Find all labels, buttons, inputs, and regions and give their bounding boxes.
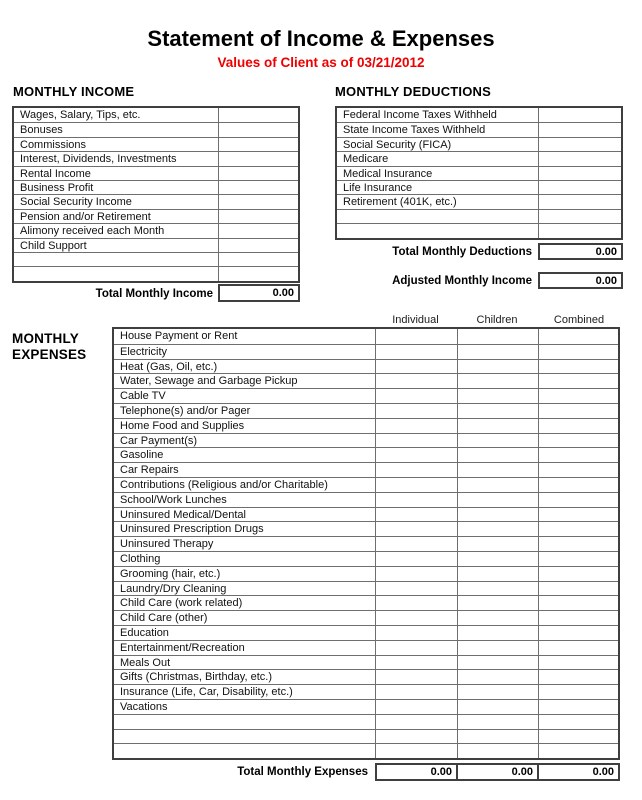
expense-row-amount-cell[interactable] <box>538 582 618 596</box>
total-expenses-combined-value: 0.00 <box>537 765 618 779</box>
expense-row-label: Gasoline <box>120 449 164 462</box>
total-monthly-deductions-value: 0.00 <box>538 243 623 260</box>
expense-row <box>114 447 618 462</box>
expense-row-amount-cell[interactable] <box>457 611 539 625</box>
income-row-label: Social Security Income <box>20 196 132 209</box>
expense-row <box>114 581 618 596</box>
expense-row <box>114 566 618 581</box>
expense-row-amount-cell[interactable] <box>375 419 457 433</box>
expense-row-label: Education <box>120 626 169 639</box>
total-expenses-children-value: 0.00 <box>456 765 537 779</box>
expense-row-amount-cell[interactable] <box>538 345 618 359</box>
expense-row <box>114 684 618 699</box>
expense-row-amount-cell[interactable] <box>457 582 539 596</box>
expense-row-amount-cell[interactable] <box>375 434 457 448</box>
expense-row-amount-cell[interactable] <box>375 552 457 566</box>
expense-row-amount-cell[interactable] <box>457 329 539 344</box>
adjusted-monthly-income-value: 0.00 <box>538 272 623 289</box>
expense-row-label <box>114 715 375 729</box>
total-expenses-individual-value: 0.00 <box>430 766 452 778</box>
expense-row-amount-cell[interactable] <box>457 744 539 758</box>
expense-row-amount-cell[interactable] <box>538 596 618 610</box>
expense-row-amount-cell[interactable] <box>457 374 539 388</box>
expense-row-amount-cell[interactable] <box>375 744 457 758</box>
expense-row-amount-cell[interactable] <box>375 611 457 625</box>
income-row <box>14 238 298 252</box>
expense-row-label: Uninsured Prescription Drugs <box>120 523 264 536</box>
expense-row-amount-cell[interactable] <box>538 685 618 699</box>
expense-row-label: Meals Out <box>120 656 171 669</box>
expense-row-amount-cell[interactable] <box>375 685 457 699</box>
expense-row-label: House Payment or Rent <box>120 330 238 342</box>
expense-row-label: School/Work Lunches <box>120 493 227 506</box>
expense-row-amount-cell[interactable] <box>538 478 618 492</box>
income-row-amount-cell[interactable] <box>218 267 298 280</box>
deduction-row-amount-cell[interactable] <box>538 123 621 136</box>
expense-row-label: Gifts (Christmas, Birthday, etc.) <box>120 671 272 684</box>
income-row-amount-cell[interactable] <box>218 108 298 122</box>
expense-row-amount-cell[interactable] <box>457 389 539 403</box>
expense-row-amount-cell[interactable] <box>375 537 457 551</box>
expense-row-amount-cell[interactable] <box>375 329 457 344</box>
deduction-row-amount-cell[interactable] <box>538 224 621 237</box>
expense-row-amount-cell[interactable] <box>375 463 457 477</box>
deduction-row <box>337 108 621 122</box>
expense-row-amount-cell[interactable] <box>375 730 457 744</box>
expense-row <box>114 521 618 536</box>
income-row-amount-cell[interactable] <box>218 181 298 194</box>
expense-row-amount-cell[interactable] <box>375 670 457 684</box>
deduction-row-amount-cell[interactable] <box>538 138 621 151</box>
expense-row-amount-cell[interactable] <box>375 389 457 403</box>
expense-row-label: Heat (Gas, Oil, etc.) <box>120 360 218 373</box>
deduction-row <box>337 180 621 194</box>
total-monthly-income-value: 0.00 <box>218 284 300 302</box>
expense-row-amount-cell[interactable] <box>538 404 618 418</box>
expense-row <box>114 388 618 403</box>
expense-row-amount-cell[interactable] <box>538 434 618 448</box>
income-row-label: Bonuses <box>20 124 63 137</box>
deduction-row-label <box>337 224 538 237</box>
deduction-row-amount-cell[interactable] <box>538 152 621 165</box>
expense-row-amount-cell[interactable] <box>457 641 539 655</box>
monthly-deductions-table <box>335 106 623 240</box>
expense-row-amount-cell[interactable] <box>538 522 618 536</box>
expense-row-label: Car Repairs <box>120 464 179 477</box>
expense-row-amount-cell[interactable] <box>375 700 457 714</box>
deduction-row <box>337 122 621 136</box>
expense-row-amount-cell[interactable] <box>538 611 618 625</box>
expense-row-amount-cell[interactable] <box>538 360 618 374</box>
deduction-row-amount-cell[interactable] <box>538 108 621 122</box>
column-header-individual: Individual <box>392 314 439 326</box>
expense-row-amount-cell[interactable] <box>538 552 618 566</box>
expense-row-amount-cell[interactable] <box>375 596 457 610</box>
expense-row-amount-cell[interactable] <box>457 522 539 536</box>
monthly-expenses-heading: MONTHLY EXPENSES <box>12 331 87 362</box>
expense-row-label: Laundry/Dry Cleaning <box>120 582 227 595</box>
expense-row-amount-cell[interactable] <box>457 493 539 507</box>
expense-row-amount-cell[interactable] <box>457 508 539 522</box>
expense-row-amount-cell[interactable] <box>538 700 618 714</box>
deduction-row-amount-cell[interactable] <box>538 210 621 223</box>
income-row-amount-cell[interactable] <box>218 210 298 223</box>
expense-row <box>114 477 618 492</box>
deduction-row <box>337 209 621 223</box>
expense-row <box>114 536 618 551</box>
column-header-combined: Combined <box>553 314 605 326</box>
adjusted-monthly-income-label: Adjusted Monthly Income <box>392 275 532 287</box>
expense-row-amount-cell[interactable] <box>538 374 618 388</box>
expense-row-amount-cell[interactable] <box>457 360 539 374</box>
expense-row-amount-cell[interactable] <box>538 508 618 522</box>
expense-row <box>114 551 618 566</box>
page-title: Statement of Income & Expenses <box>147 26 495 51</box>
income-row <box>14 166 298 180</box>
deduction-row <box>337 194 621 208</box>
expense-row-amount-cell[interactable] <box>457 685 539 699</box>
deduction-row-label: Medicare <box>343 153 389 166</box>
expense-row-amount-cell[interactable] <box>457 478 539 492</box>
expense-row-amount-cell[interactable] <box>538 537 618 551</box>
income-row-amount-cell[interactable] <box>218 167 298 180</box>
expense-row-label: Vacations <box>120 700 168 713</box>
expense-row-amount-cell[interactable] <box>375 641 457 655</box>
income-row-amount-cell[interactable] <box>218 224 298 237</box>
expense-row <box>114 403 618 418</box>
income-row <box>14 266 298 280</box>
income-row <box>14 122 298 136</box>
expense-row-amount-cell[interactable] <box>375 374 457 388</box>
income-row <box>14 180 298 194</box>
expense-row-amount-cell[interactable] <box>375 522 457 536</box>
expense-row-amount-cell[interactable] <box>538 730 618 744</box>
expense-row <box>114 669 618 684</box>
expense-row-amount-cell[interactable] <box>375 656 457 670</box>
expense-row-amount-cell[interactable] <box>538 670 618 684</box>
expense-row-amount-cell[interactable] <box>457 567 539 581</box>
deduction-row-label: Social Security (FICA) <box>343 138 452 151</box>
expenses-column-headers <box>375 314 620 326</box>
expense-row-amount-cell[interactable] <box>375 715 457 729</box>
expense-row-label: Clothing <box>120 552 161 565</box>
expense-row-amount-cell[interactable] <box>457 404 539 418</box>
expense-row <box>114 329 618 344</box>
expense-row-amount-cell[interactable] <box>375 360 457 374</box>
expense-row <box>114 610 618 625</box>
income-row <box>14 151 298 165</box>
income-row <box>14 252 298 266</box>
expense-row <box>114 344 618 359</box>
deduction-row <box>337 151 621 165</box>
expense-row-amount-cell[interactable] <box>375 508 457 522</box>
monthly-income-heading: MONTHLY INCOME <box>13 84 135 99</box>
expense-row-amount-cell[interactable] <box>538 567 618 581</box>
expense-row-amount-cell[interactable] <box>457 700 539 714</box>
expense-row-amount-cell[interactable] <box>457 656 539 670</box>
deduction-row-label: Retirement (401K, etc.) <box>343 196 457 209</box>
income-row-label <box>14 267 218 280</box>
expense-row <box>114 625 618 640</box>
expense-row <box>114 462 618 477</box>
expense-row-amount-cell[interactable] <box>538 641 618 655</box>
income-row-label <box>14 253 218 266</box>
expense-row-label: Insurance (Life, Car, Disability, etc.) <box>120 686 293 699</box>
total-monthly-expenses-label: Total Monthly Expenses <box>237 766 368 778</box>
monthly-deductions-heading: MONTHLY DEDUCTIONS <box>335 84 492 99</box>
expense-row-amount-cell[interactable] <box>538 493 618 507</box>
expense-row-label: Uninsured Therapy <box>120 538 214 551</box>
deduction-row-amount-cell[interactable] <box>538 195 621 208</box>
expense-row-label: Water, Sewage and Garbage Pickup <box>120 375 298 388</box>
income-row <box>14 223 298 237</box>
expense-row-label <box>114 744 375 758</box>
expense-row-amount-cell[interactable] <box>457 730 539 744</box>
income-row-amount-cell[interactable] <box>218 253 298 266</box>
expense-row-label: Car Payment(s) <box>120 434 198 447</box>
expense-row <box>114 359 618 374</box>
income-row <box>14 209 298 223</box>
income-row-amount-cell[interactable] <box>218 239 298 252</box>
expense-row <box>114 507 618 522</box>
deduction-row <box>337 166 621 180</box>
total-monthly-deductions-label: Total Monthly Deductions <box>392 246 532 258</box>
deduction-row <box>337 223 621 237</box>
expense-row <box>114 655 618 670</box>
income-row-label: Child Support <box>20 239 87 252</box>
expense-row-amount-cell[interactable] <box>457 419 539 433</box>
expense-row <box>114 373 618 388</box>
page-subtitle: Values of Client as of 03/21/2012 <box>217 55 425 70</box>
expense-row-amount-cell[interactable] <box>375 582 457 596</box>
income-row <box>14 137 298 151</box>
deduction-row-label: State Income Taxes Withheld <box>343 124 486 137</box>
expense-row <box>114 433 618 448</box>
expense-row <box>114 640 618 655</box>
expense-row-label: Cable TV <box>120 390 166 403</box>
deduction-row-amount-cell[interactable] <box>538 167 621 180</box>
income-row-label: Interest, Dividends, Investments <box>20 153 177 166</box>
expense-row-amount-cell[interactable] <box>375 567 457 581</box>
deduction-row-label: Federal Income Taxes Withheld <box>343 109 497 121</box>
expense-row-amount-cell[interactable] <box>538 389 618 403</box>
expense-row <box>114 595 618 610</box>
expense-row-amount-cell[interactable] <box>457 537 539 551</box>
income-row <box>14 108 298 122</box>
expense-row-amount-cell[interactable] <box>538 419 618 433</box>
expense-row-amount-cell[interactable] <box>538 463 618 477</box>
expense-row-amount-cell[interactable] <box>457 596 539 610</box>
total-monthly-expenses-row <box>375 763 620 781</box>
expense-row-amount-cell[interactable] <box>457 670 539 684</box>
expense-row-label: Telephone(s) and/or Pager <box>120 404 251 417</box>
expense-row-label: Home Food and Supplies <box>120 419 245 432</box>
expense-row-label: Child Care (other) <box>120 612 208 625</box>
expense-row <box>114 743 618 758</box>
income-row-amount-cell[interactable] <box>218 195 298 208</box>
deduction-row-label: Medical Insurance <box>343 167 433 180</box>
expense-row-amount-cell[interactable] <box>538 626 618 640</box>
deduction-row-amount-cell[interactable] <box>538 181 621 194</box>
income-row <box>14 194 298 208</box>
income-row-label: Rental Income <box>20 167 91 180</box>
expense-row <box>114 714 618 729</box>
deduction-row <box>337 137 621 151</box>
income-row-label: Business Profit <box>20 181 94 194</box>
expense-row-label: Grooming (hair, etc.) <box>120 567 221 580</box>
expense-row-amount-cell[interactable] <box>538 656 618 670</box>
expense-row-amount-cell[interactable] <box>457 626 539 640</box>
income-row-amount-cell[interactable] <box>218 138 298 151</box>
expense-row-amount-cell[interactable] <box>457 463 539 477</box>
expense-row-label: Contributions (Religious and/or Charitable) <box>120 478 328 491</box>
expense-row-amount-cell[interactable] <box>457 552 539 566</box>
income-row-label: Wages, Salary, Tips, etc. <box>20 109 141 121</box>
income-row-label: Alimony received each Month <box>20 225 165 238</box>
income-row-label: Commissions <box>20 138 87 151</box>
expense-row <box>114 492 618 507</box>
expense-row-amount-cell[interactable] <box>457 345 539 359</box>
expense-row-amount-cell[interactable] <box>375 345 457 359</box>
expense-row-label: Entertainment/Recreation <box>120 641 245 654</box>
expense-row-label: Electricity <box>120 345 168 358</box>
income-row-amount-cell[interactable] <box>218 152 298 165</box>
expense-row-amount-cell[interactable] <box>538 448 618 462</box>
expense-row-amount-cell[interactable] <box>457 715 539 729</box>
monthly-income-table <box>12 106 300 283</box>
expense-row <box>114 729 618 744</box>
total-monthly-income-label: Total Monthly Income <box>95 288 213 300</box>
expense-row-amount-cell[interactable] <box>375 448 457 462</box>
expense-row-label: Child Care (work related) <box>120 597 243 610</box>
expense-row <box>114 699 618 714</box>
expense-row <box>114 418 618 433</box>
expense-row-amount-cell[interactable] <box>375 404 457 418</box>
expense-row-amount-cell[interactable] <box>538 744 618 758</box>
income-row-amount-cell[interactable] <box>218 123 298 136</box>
expense-row-amount-cell[interactable] <box>375 478 457 492</box>
expense-row-amount-cell[interactable] <box>538 329 618 344</box>
expense-row-amount-cell[interactable] <box>375 626 457 640</box>
expense-row-amount-cell[interactable] <box>457 448 539 462</box>
expense-row-label: Uninsured Medical/Dental <box>120 508 246 521</box>
expense-row-amount-cell[interactable] <box>375 493 457 507</box>
income-row-label: Pension and/or Retirement <box>20 210 151 223</box>
column-header-children: Children <box>476 314 518 326</box>
expense-row-amount-cell[interactable] <box>538 715 618 729</box>
expense-row-amount-cell[interactable] <box>457 434 539 448</box>
deduction-row-label <box>337 210 538 223</box>
deduction-row-label: Life Insurance <box>343 181 413 194</box>
expense-row-label <box>114 730 375 744</box>
monthly-expenses-table <box>112 327 620 760</box>
